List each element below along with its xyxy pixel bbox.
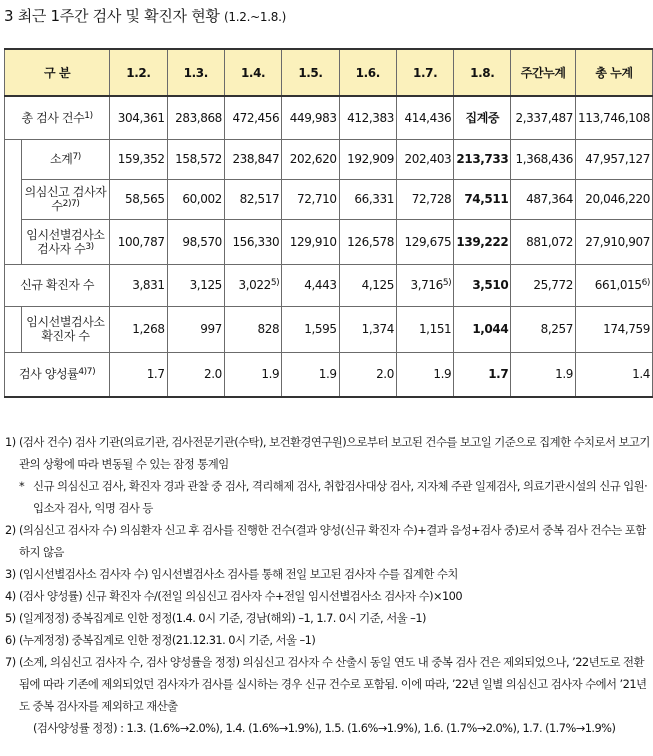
title-date-range: (1.2.~1.8.) [224, 10, 286, 24]
indent-cell [5, 306, 22, 352]
row-label: 임시선별검사소 검사자 수$^{3)}$ [21, 219, 110, 264]
table-cell: 3,716$^{5)}$ [396, 264, 453, 306]
table-cell: 159,352 [110, 139, 167, 179]
table-cell: 472,456 [224, 96, 281, 139]
table-cell: 1,368,436 [511, 139, 576, 179]
table-cell: 74,511 [454, 179, 511, 219]
table-row [5, 96, 653, 139]
table-cell: 304,361 [110, 96, 167, 139]
footnote: 7) (소계, 의심신고 검사자 수, 검사 양성률을 정정) 의심신고 검사자 수 산출시 동일 연도 내 중복 검사 건은 제외되었으나, ’22년도로 전환됨에 따라 기존에 제외되었던 검사자가 검사를 실시하는 경우 신규 건수로 포함됨. 이에 따라, ’22년 일별 의심신고 검사자 수에서 ’21년도 중복 검사자를 제외하고 재산출 [5, 655, 647, 713]
footnote: (검사양성률 정정) : 1.3. (1.6%→2.0%), 1.4. (1.6%→1.9%), 1.5. (1.6%→1.9%), 1.6. (1.7%→2.0%), 1.7. (1.7%→1.9%) [33, 721, 616, 735]
table-cell: 828 [224, 306, 281, 352]
table-cell: 881,072 [511, 219, 576, 264]
table-cell: 2.0 [339, 352, 396, 397]
table-cell: 1.9 [396, 352, 453, 397]
table-cell: 4,443 [282, 264, 339, 306]
table-cell: 129,910 [282, 219, 339, 264]
table-cell: 72,710 [282, 179, 339, 219]
table-cell: 1.9 [282, 352, 339, 397]
table-cell: 238,847 [224, 139, 281, 179]
table-cell: 129,675 [396, 219, 453, 264]
row-label: 임시선별검사소 확진자 수 [21, 306, 110, 352]
table-cell: 1.7 [110, 352, 167, 397]
header-date: 1.2. [110, 49, 167, 96]
table-row [5, 139, 653, 179]
table-cell: 487,364 [511, 179, 576, 219]
header-category: 구 분 [5, 49, 110, 96]
table-cell: 3,022$^{5)}$ [224, 264, 281, 306]
table-cell: 집계중 [454, 96, 511, 139]
table-cell: 60,002 [167, 179, 224, 219]
page-title [4, 5, 286, 26]
table-cell: 1,044 [454, 306, 511, 352]
table-cell: 156,330 [224, 219, 281, 264]
footnotes [5, 431, 650, 739]
table-cell: 412,383 [339, 96, 396, 139]
header-date: 1.8. [454, 49, 511, 96]
table-cell: 202,620 [282, 139, 339, 179]
table-cell: 202,403 [396, 139, 453, 179]
table-cell: 58,565 [110, 179, 167, 219]
indent-cell [5, 139, 22, 264]
table-cell: 997 [167, 306, 224, 352]
row-label: 총 검사 건수$^{1)}$ [5, 96, 110, 139]
footnote: 6) (누계정정) 중복집계로 인한 정정(21.12.31. 0시 기준, 서울 –1) [5, 633, 316, 647]
footnote: 5) (일계정정) 중복집계로 인한 정정(1.4. 0시 기준, 경남(해외) –1, 1.7. 0시 기준, 서울 –1) [5, 611, 426, 625]
table-cell: 1.7 [454, 352, 511, 397]
header-date: 1.7. [396, 49, 453, 96]
table-cell: 1.9 [511, 352, 576, 397]
table-row [5, 352, 653, 397]
header-date: 1.3. [167, 49, 224, 96]
table-cell: 113,746,108 [576, 96, 653, 139]
table-cell: 25,772 [511, 264, 576, 306]
table-row [5, 306, 653, 352]
table-cell: 27,910,907 [576, 219, 653, 264]
table-cell: 2.0 [167, 352, 224, 397]
table-row [5, 264, 653, 306]
table-cell: 3,831 [110, 264, 167, 306]
row-label: 검사 양성률$^{4)7)}$ [5, 352, 110, 397]
table-cell: 174,759 [576, 306, 653, 352]
table-cell: 192,909 [339, 139, 396, 179]
header-cumulative-total: 총 누계 [576, 49, 653, 96]
header-weekly-total: 주간누계 [511, 49, 576, 96]
footnote: 2) (의심신고 검사자 수) 의심환자 신고 후 검사를 진행한 건수(결과 양성(신규 확진자 수)+결과 음성+검사 중)로서 중복 검사 건수는 포함하지 않음 [5, 523, 646, 559]
footnote: * 신규 의심신고 검사, 확진자 경과 관찰 중 검사, 격리해제 검사, 취합검사대상 검사, 지자체 주관 일제검사, 의료기관시설의 신규 입원·입소자 검사, 익명 검사 등 [19, 479, 648, 515]
stats-table [4, 48, 653, 398]
header-date: 1.6. [339, 49, 396, 96]
table-cell: 414,436 [396, 96, 453, 139]
table-cell: 2,337,487 [511, 96, 576, 139]
table-cell: 1,151 [396, 306, 453, 352]
table-cell: 82,517 [224, 179, 281, 219]
table-cell: 1.9 [224, 352, 281, 397]
table-cell: 213,733 [454, 139, 511, 179]
table-cell: 100,787 [110, 219, 167, 264]
table-cell: 139,222 [454, 219, 511, 264]
table-cell: 3,125 [167, 264, 224, 306]
table-cell: 4,125 [339, 264, 396, 306]
header-row [5, 49, 653, 96]
footnote: 3) (임시선별검사소 검사자 수) 임시선별검사소 검사를 통해 전일 보고된 검사자 수를 집계한 수치 [5, 567, 458, 581]
row-label: 소계$^{7)}$ [21, 139, 110, 179]
table-cell: 72,728 [396, 179, 453, 219]
row-label: 신규 확진자 수 [5, 264, 110, 306]
table-cell: 1,595 [282, 306, 339, 352]
header-date: 1.4. [224, 49, 281, 96]
table-cell: 66,331 [339, 179, 396, 219]
table-cell: 3,510 [454, 264, 511, 306]
footnote: 4) (검사 양성률) 신규 확진자 수/(전일 의심신고 검사자 수+전일 임시선별검사소 검사자 수)×100 [5, 589, 463, 603]
table-cell: 661,015$^{6)}$ [576, 264, 653, 306]
table-row [5, 219, 653, 264]
table-cell: 1,268 [110, 306, 167, 352]
table-cell: 20,046,220 [576, 179, 653, 219]
header-date: 1.5. [282, 49, 339, 96]
table-cell: 283,868 [167, 96, 224, 139]
table-cell: 449,983 [282, 96, 339, 139]
table-cell: 158,572 [167, 139, 224, 179]
table-cell: 47,957,127 [576, 139, 653, 179]
title-main: 3 최근 1주간 검사 및 확진자 현황 [4, 7, 220, 25]
row-label: 의심신고 검사자 수$^{2)7)}$ [21, 179, 110, 219]
table-cell: 98,570 [167, 219, 224, 264]
footnote: 1) (검사 건수) 검사 기관(의료기관, 검사전문기관(수탁), 보건환경연구원)으로부터 보고된 건수를 보고일 기준으로 집계한 수치로서 보고기관의 상황에 따라 변동될 수 있는 잠정 통계임 [5, 435, 650, 471]
table-cell: 1,374 [339, 306, 396, 352]
table-cell: 8,257 [511, 306, 576, 352]
table-cell: 1.4 [576, 352, 653, 397]
table-row [5, 179, 653, 219]
table-cell: 126,578 [339, 219, 396, 264]
